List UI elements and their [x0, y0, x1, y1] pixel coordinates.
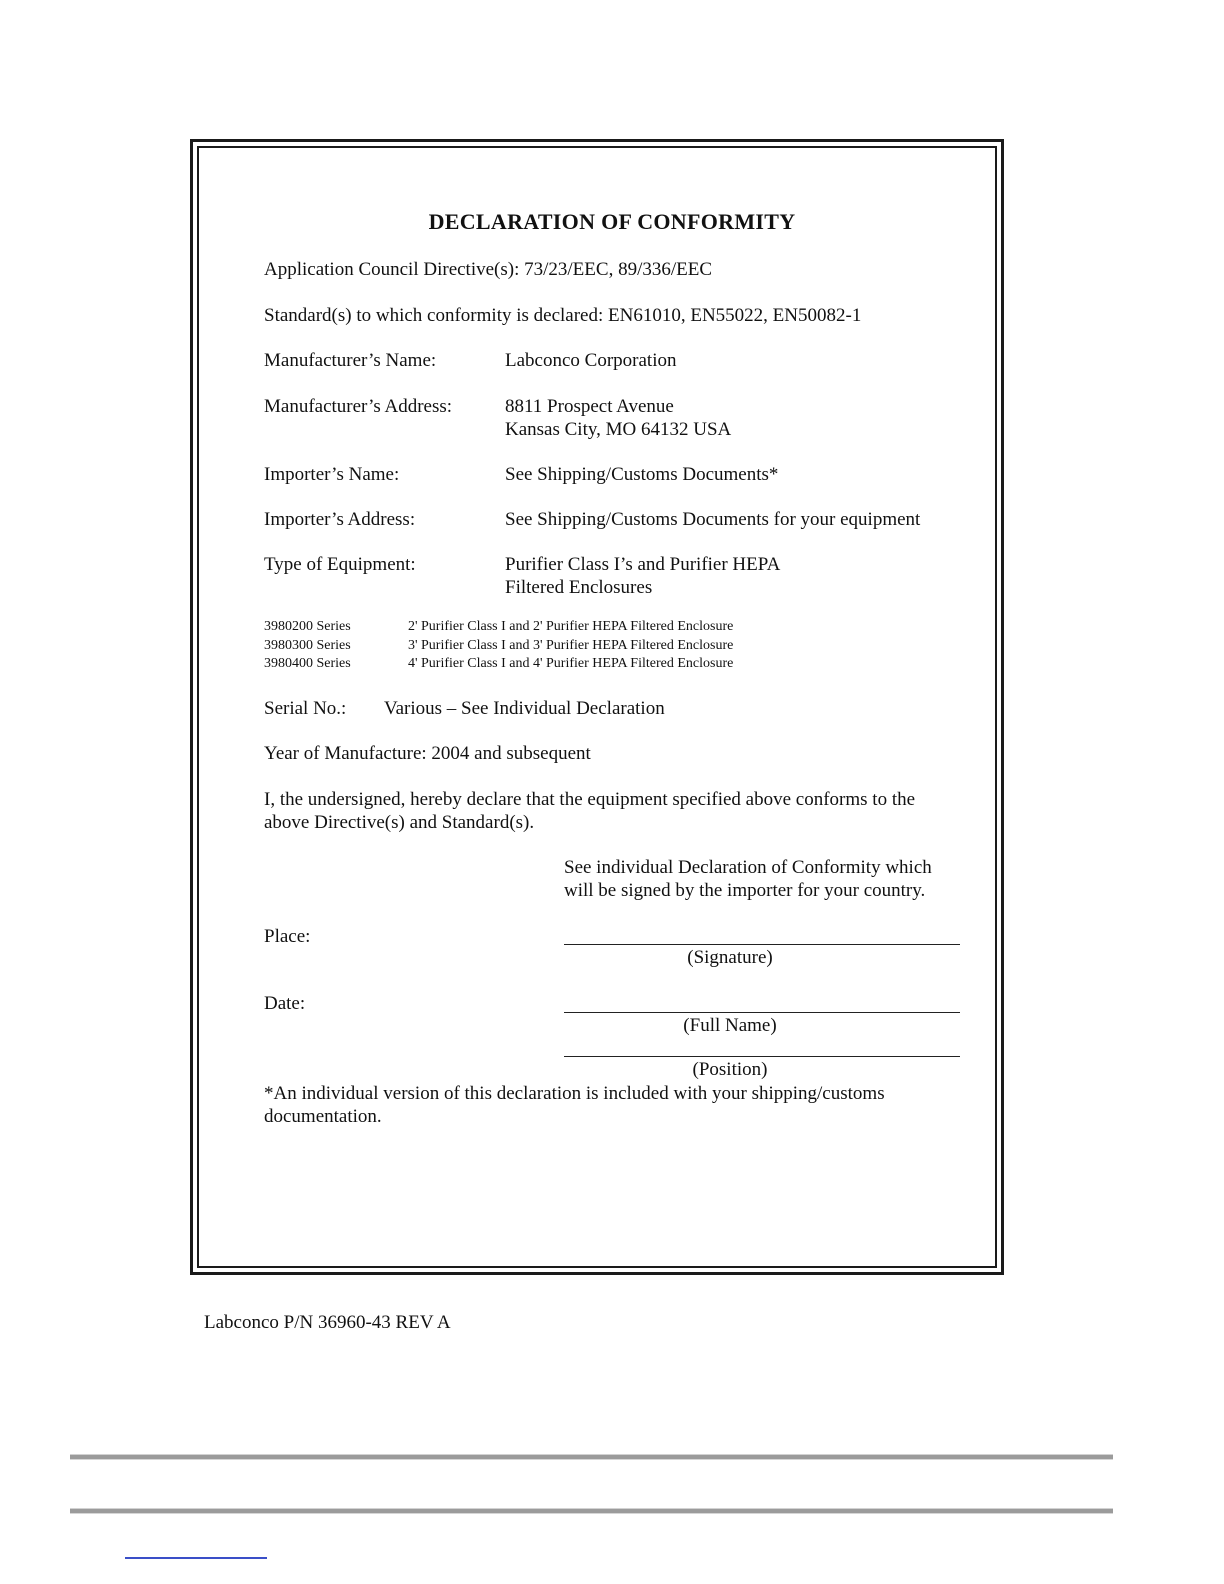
declaration-statement-line1: I, the undersigned, hereby declare that the equipment specified above conforms to the — [264, 789, 916, 810]
series-description: 2' Purifier Class I and 2' Purifier HEPA Filtered Enclosure — [408, 619, 734, 634]
date-label: Date: — [264, 993, 306, 1014]
year-of-manufacture: Year of Manufacture: 2004 and subsequent — [264, 743, 591, 764]
manufacturer-name-value: Labconco Corporation — [505, 350, 677, 371]
series-model: 3980400 Series — [264, 656, 351, 671]
manufacturer-address-line2: Kansas City, MO 64132 USA — [505, 419, 732, 440]
full-name-line — [564, 1012, 960, 1013]
footnote-line2: documentation. — [264, 1106, 382, 1127]
importer-name-label: Importer’s Name: — [264, 464, 400, 485]
importer-name-value: See Shipping/Customs Documents* — [505, 464, 779, 485]
place-label: Place: — [264, 926, 311, 947]
footer-rule-top — [70, 1454, 1113, 1460]
importer-note-line1: See individual Declaration of Conformity which — [564, 857, 932, 878]
position-caption: (Position) — [692, 1059, 768, 1080]
series-description: 3' Purifier Class I and 3' Purifier HEPA Filtered Enclosure — [408, 638, 734, 653]
series-model: 3980300 Series — [264, 638, 351, 653]
importer-address-value: See Shipping/Customs Documents for your equipment — [505, 509, 921, 530]
importer-address-label: Importer’s Address: — [264, 509, 416, 530]
equipment-type-line2: Filtered Enclosures — [505, 577, 653, 598]
part-number: Labconco P/N 36960-43 REV A — [204, 1312, 451, 1333]
equipment-type-label: Type of Equipment: — [264, 554, 416, 575]
serial-number-label: Serial No.: — [264, 698, 347, 719]
manufacturer-address-line1: 8811 Prospect Avenue — [505, 396, 674, 417]
standards-line: Standard(s) to which conformity is declared: EN61010, EN55022, EN50082-1 — [264, 305, 862, 326]
manufacturer-address-label: Manufacturer’s Address: — [264, 396, 453, 417]
document-title: DECLARATION OF CONFORMITY — [428, 209, 796, 234]
series-description: 4' Purifier Class I and 4' Purifier HEPA Filtered Enclosure — [408, 656, 734, 671]
full-name-caption: (Full Name) — [683, 1015, 777, 1036]
signature-caption: (Signature) — [687, 947, 773, 968]
directives-line: Application Council Directive(s): 73/23/EEC, 89/336/EEC — [264, 259, 713, 280]
declaration-statement-line2: above Directive(s) and Standard(s). — [264, 812, 535, 833]
position-line — [564, 1056, 960, 1057]
signature-line — [564, 944, 960, 945]
importer-note-line2: will be signed by the importer for your country. — [564, 880, 926, 901]
equipment-type-line1: Purifier Class I’s and Purifier HEPA — [505, 554, 781, 575]
manufacturer-name-label: Manufacturer’s Name: — [264, 350, 437, 371]
serial-number-value: Various – See Individual Declaration — [384, 698, 665, 719]
footer-rule-bottom — [70, 1508, 1113, 1514]
series-model: 3980200 Series — [264, 619, 351, 634]
footnote-line1: *An individual version of this declaration is included with your shipping/customs — [264, 1083, 885, 1104]
footer-link-underline — [125, 1557, 267, 1559]
